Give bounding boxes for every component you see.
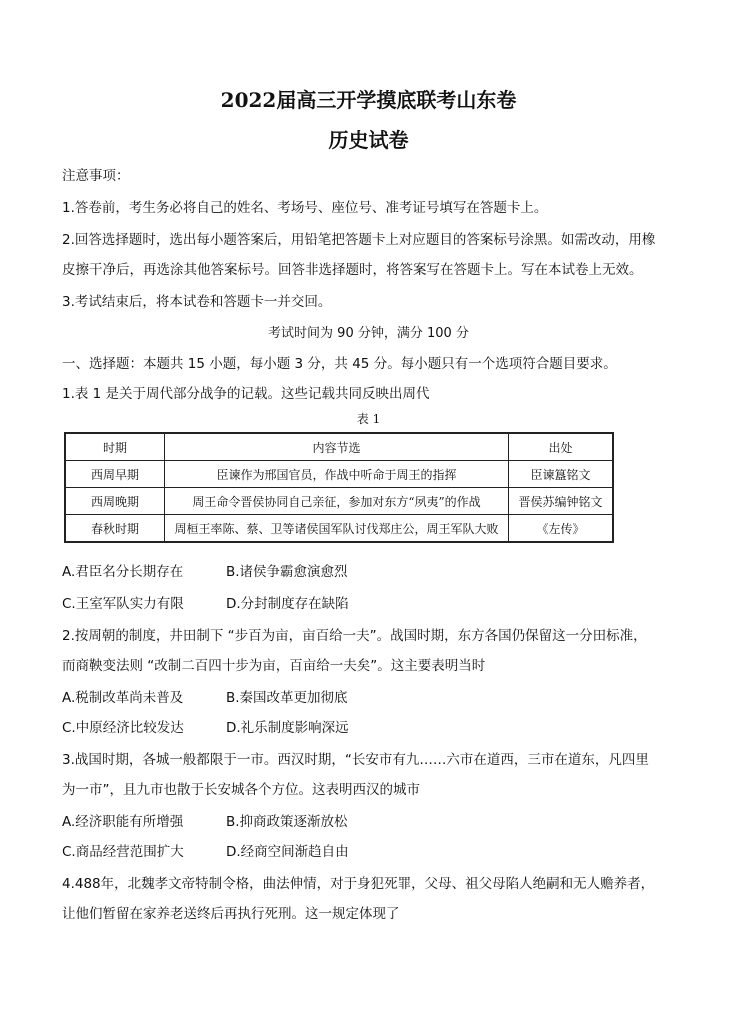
exam-subtitle: 历史试卷: [328, 128, 409, 152]
option-a: A.经济职能有所增强: [62, 814, 184, 830]
question-1-table: [64, 432, 614, 543]
option-a: A.税制改革尚未普及: [62, 690, 184, 706]
note-item: 3.考试结束后，将本试卷和答题卡一并交回。: [62, 294, 332, 310]
question-2-stem: 2.按周朝的制度，井田制下 “步百为亩，亩百给一夫”。战国时期，东方各国仍保留这一分田标准，: [62, 628, 647, 644]
exam-info: 考试时间为 90 分钟，满分 100 分: [268, 326, 469, 341]
option-b: B.诸侯争霸愈演愈烈: [226, 564, 348, 580]
option-c: C.商品经营范围扩大: [62, 844, 184, 860]
option-c: C.王室军队实力有限: [62, 596, 184, 612]
option-d: D.经商空间渐趋自由: [226, 844, 349, 860]
table-row: [65, 461, 613, 488]
table-header-cell: 时期: [65, 433, 165, 461]
section-heading: 一、选择题：本题共 15 小题，每小题 3 分，共 45 分。每小题只有一个选项符合题目要求。: [62, 356, 617, 372]
table-header-cell: 出处: [509, 433, 614, 461]
table-cell: 臣谏作为邢国官员，作战中听命于周王的指挥: [165, 461, 509, 488]
option-a: A.君臣名分长期存在: [62, 564, 184, 580]
table-cell: 臣谏簋铭文: [509, 461, 614, 488]
note-item: 2.回答选择题时，选出每小题答案后，用铅笔把答题卡上对应题目的答案标号涂黑。如需改动，用橡: [62, 232, 656, 248]
notes-heading: 注意事项：: [62, 168, 130, 184]
table-row: [65, 515, 613, 543]
question-3-stem: 3.战国时期，各城一般都限于一市。西汉时期，“长安市有九……六市在道西，三市在道东，凡四里: [62, 752, 649, 768]
table-header-cell: 内容节选: [165, 433, 509, 461]
table-cell: 西周早期: [65, 461, 165, 488]
table-cell: 《左传》: [509, 515, 614, 543]
table-cell: 周桓王率陈、蔡、卫等诸侯国军队讨伐郑庄公，周王军队大败: [165, 515, 509, 543]
option-b: B.抑商政策逐渐放松: [226, 814, 348, 830]
table-cell: 春秋时期: [65, 515, 165, 543]
question-4-stem: 4.488年，北魏孝文帝特制令格，曲法伸情，对于身犯死罪，父母、祖父母陷人绝嗣和无人赡养者，: [62, 876, 655, 892]
exam-title: 2022届高三开学摸底联考山东卷: [220, 88, 517, 112]
note-item: 1.答卷前，考生务必将自己的姓名、考场号、座位号、准考证号填写在答题卡上。: [62, 200, 548, 216]
table-cell: 西周晚期: [65, 488, 165, 515]
table-row: [65, 488, 613, 515]
question-3-stem: 为一市”，且九市也散于长安城各个方位。这表明西汉的城市: [62, 782, 420, 798]
table-cell: 晋侯苏编钟铭文: [509, 488, 614, 515]
option-d: D.礼乐制度影响深远: [226, 720, 349, 736]
option-d: D.分封制度存在缺陷: [226, 596, 349, 612]
question-1-stem: 1.表 1 是关于周代部分战争的记载。这些记载共同反映出周代: [62, 386, 430, 402]
option-c: C.中原经济比较发达: [62, 720, 184, 736]
option-b: B.秦国改革更加彻底: [226, 690, 348, 706]
table-header-row: [65, 433, 613, 461]
table-cell: 周王命令晋侯协同自己亲征，参加对东方“夙夷”的作战: [165, 488, 509, 515]
question-4-stem: 让他们暂留在家养老送终后再执行死刑。这一规定体现了: [62, 906, 400, 922]
question-2-stem: 而商鞅变法则 “改制二百四十步为亩，百亩给一夫矣”。这主要表明当时: [62, 658, 486, 674]
table-caption: 表 1: [356, 412, 381, 426]
note-item: 皮擦干净后，再选涂其他答案标号。回答非选择题时，将答案写在答题卡上。写在本试卷上无效。: [62, 262, 643, 278]
